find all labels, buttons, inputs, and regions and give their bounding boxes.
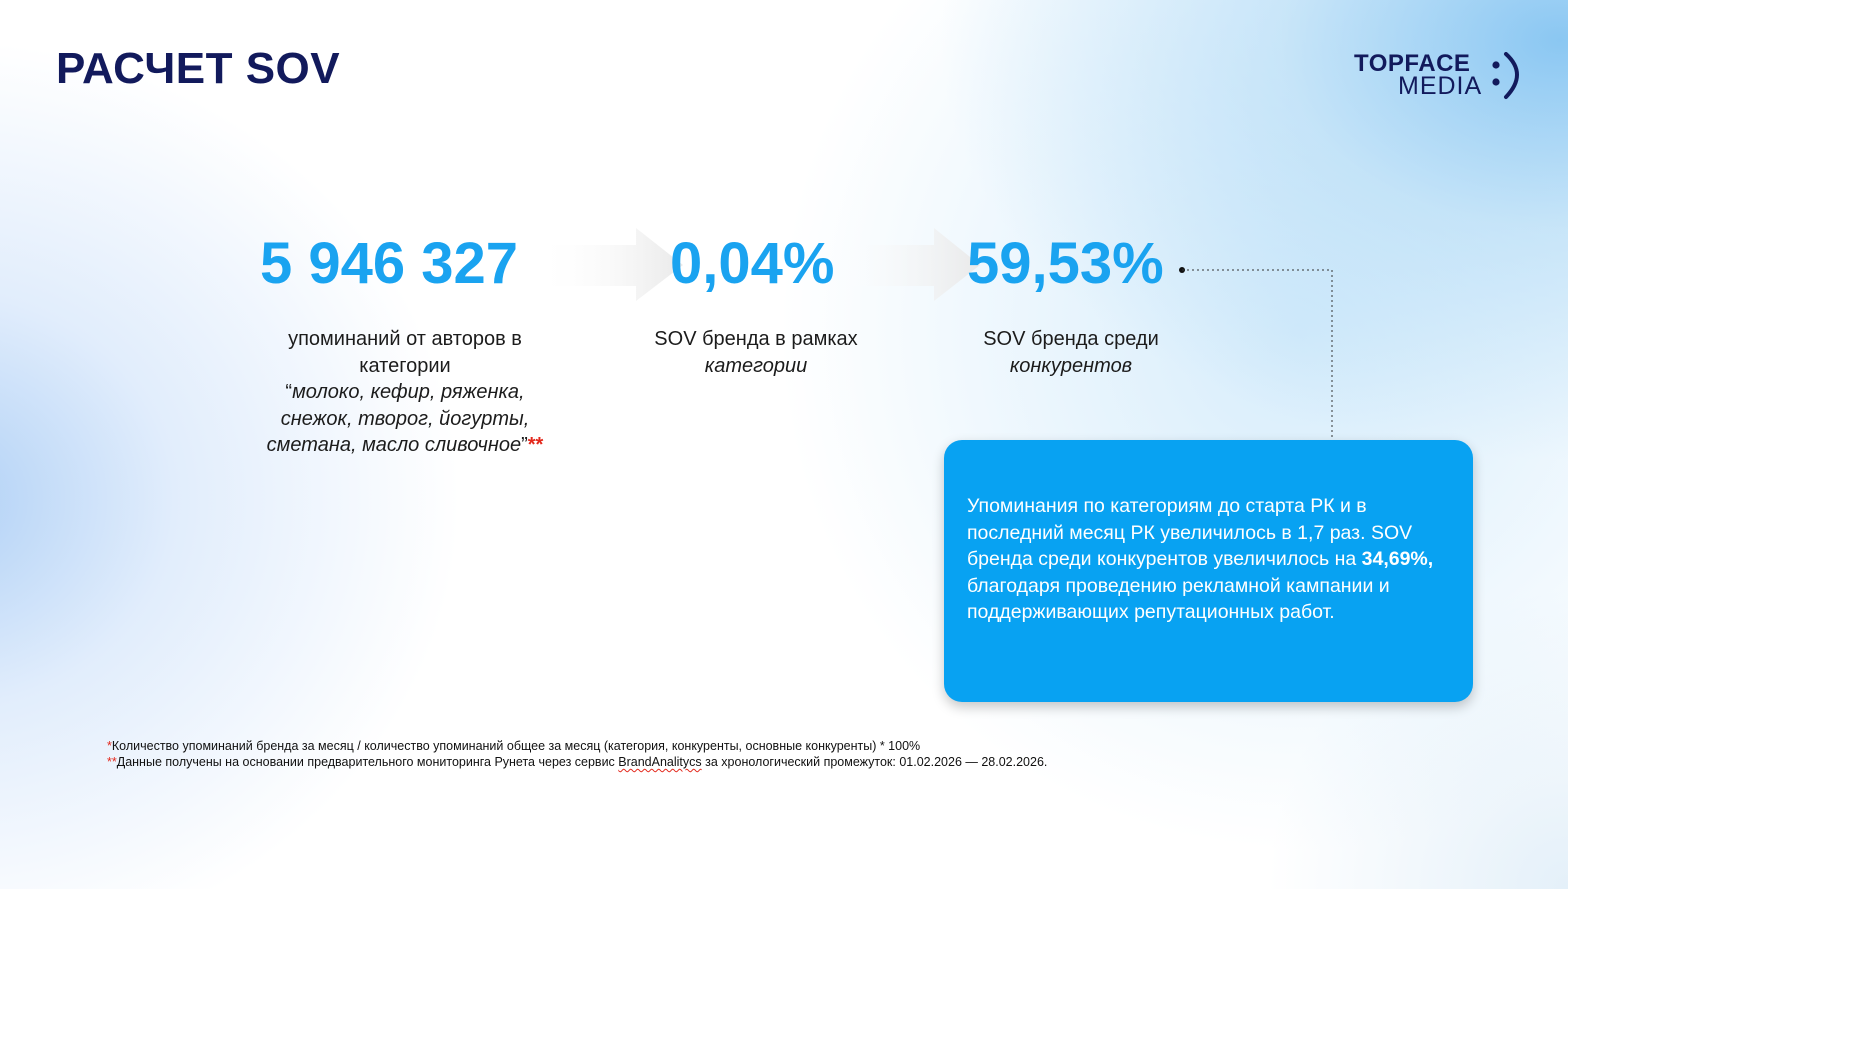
- sov-competitors-label-italic: конкурентов: [1009, 354, 1133, 377]
- footnote-1-mark: *: [107, 739, 112, 753]
- mentions-label-line-1: упоминаний от авторов в: [288, 328, 522, 350]
- page-title: РАСЧЕТ SOV: [56, 44, 341, 93]
- footnote-mark: **: [527, 434, 544, 456]
- footnote-2: [107, 754, 1047, 770]
- metric-sov-category-value: 0,04%: [670, 231, 835, 296]
- quote-open: “: [285, 381, 293, 403]
- sov-category-label: SOV бренда в рамках: [654, 328, 858, 350]
- footnote-2-mark: **: [107, 755, 117, 769]
- connector-line: [1182, 270, 1332, 440]
- quote-close: ”: [521, 434, 528, 456]
- footnote-2-text-before: Данные получены на основании предварительного мониторинга Рунета через сервис: [116, 755, 619, 769]
- callout-text-after: благодаря проведению рекламной кампании и поддерживающих репутационных работ.: [967, 574, 1390, 623]
- summary-callout-text: [967, 493, 1457, 626]
- metric-mentions-value: 5 946 327: [260, 231, 519, 296]
- footnote-1-text: Количество упоминаний бренда за месяц / количество упоминаний общее за месяц (категория, конкуренты, основные конкуренты) * 100%: [111, 739, 921, 753]
- category-list-line-3: сметана, масло сливочное: [266, 434, 522, 456]
- mentions-label-line-2: категории: [359, 354, 451, 377]
- sov-category-label-italic: категории: [704, 354, 808, 377]
- callout-text-before: Упоминания по категориям до старта РК и в последний месяц РК увеличилось в 1,7 раз. SOV бренда среди конкурентов увеличилось на: [967, 495, 1413, 570]
- metric-sov-competitors-value: 59,53%: [967, 231, 1164, 296]
- sov-competitors-label: SOV бренда среди: [983, 328, 1159, 350]
- logo-line-1: TOPFACE: [1354, 50, 1471, 77]
- category-list-line-1: молоко, кефир, ряженка,: [292, 381, 525, 403]
- footnote-1: [107, 738, 1047, 754]
- footnote-2-brand: BrandAnalitycs: [618, 755, 702, 769]
- callout-highlight: 34,69%,: [1361, 548, 1434, 570]
- category-list-line-2: снежок, творог, йогурты,: [280, 407, 530, 430]
- logo-line-2: MEDIA: [1398, 72, 1483, 100]
- footnote-2-text-after: за хронологический промежуток: 01.02.2026 — 28.02.2026.: [701, 755, 1048, 769]
- footnotes: [107, 738, 1047, 770]
- summary-callout: [944, 440, 1473, 702]
